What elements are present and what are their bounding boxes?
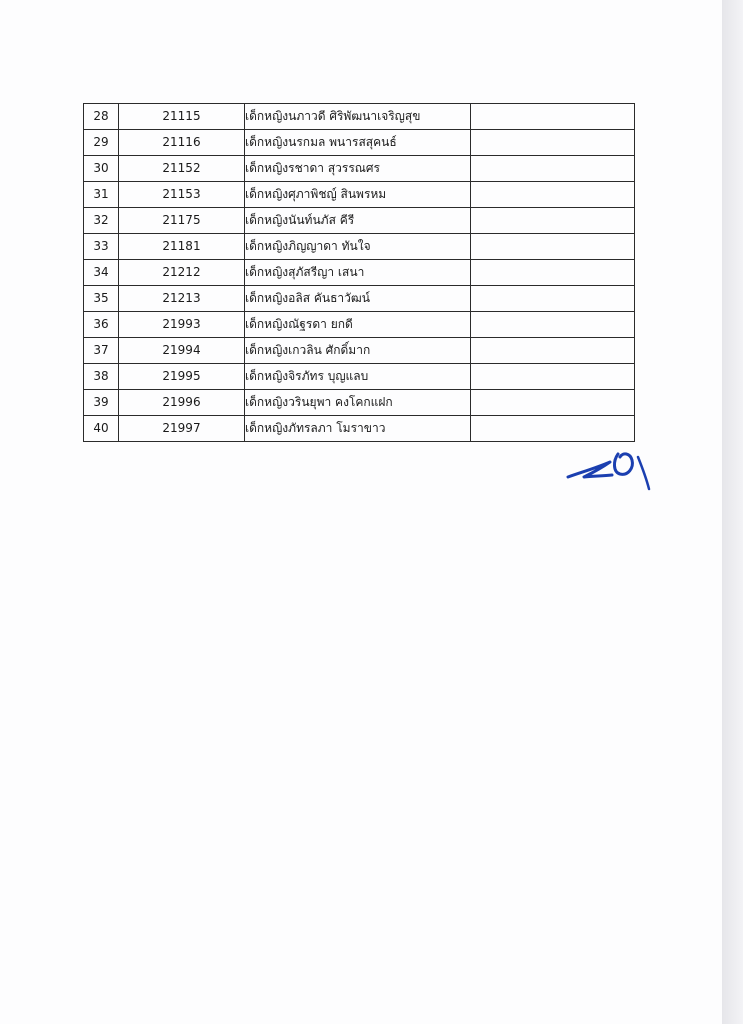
row-number-cell: 29 xyxy=(84,130,119,156)
student-name-cell: เด็กหญิงรชาดา สุวรรณศร xyxy=(245,156,471,182)
row-number-cell: 28 xyxy=(84,104,119,130)
table-row xyxy=(84,260,635,286)
row-number-cell: 31 xyxy=(84,182,119,208)
row-number-cell: 36 xyxy=(84,312,119,338)
table-row xyxy=(84,130,635,156)
student-name-cell: เด็กหญิงภัทรลภา โมราขาว xyxy=(245,416,471,442)
signature-cell xyxy=(471,312,635,338)
student-name-cell: เด็กหญิงนันท์นภัส คีรี xyxy=(245,208,471,234)
student-roster-table xyxy=(83,103,635,442)
student-id-cell: 21994 xyxy=(119,338,245,364)
row-number-cell: 33 xyxy=(84,234,119,260)
table-row xyxy=(84,104,635,130)
row-number-cell: 32 xyxy=(84,208,119,234)
signature-cell xyxy=(471,234,635,260)
row-number-cell: 37 xyxy=(84,338,119,364)
signature-cell xyxy=(471,104,635,130)
student-id-cell: 21116 xyxy=(119,130,245,156)
student-name-cell: เด็กหญิงณัฐรดา ยกดี xyxy=(245,312,471,338)
student-name-cell: เด็กหญิงจิรภัทร บุญแลบ xyxy=(245,364,471,390)
student-id-cell: 21175 xyxy=(119,208,245,234)
student-name-cell: เด็กหญิงศุภาพิชญ์ สินพรหม xyxy=(245,182,471,208)
student-id-cell: 21115 xyxy=(119,104,245,130)
signature-cell xyxy=(471,156,635,182)
table-row xyxy=(84,416,635,442)
signature-cell xyxy=(471,208,635,234)
signature-cell xyxy=(471,338,635,364)
student-id-cell: 21152 xyxy=(119,156,245,182)
student-id-cell: 21993 xyxy=(119,312,245,338)
table-row xyxy=(84,234,635,260)
signature-cell xyxy=(471,286,635,312)
student-name-cell: เด็กหญิงอลิส คันธาวัฒน์ xyxy=(245,286,471,312)
student-id-cell: 21181 xyxy=(119,234,245,260)
roster-table-body xyxy=(84,104,635,442)
student-id-cell: 21212 xyxy=(119,260,245,286)
student-id-cell: 21995 xyxy=(119,364,245,390)
student-name-cell: เด็กหญิงภิญญาดา ทันใจ xyxy=(245,234,471,260)
row-number-cell: 35 xyxy=(84,286,119,312)
table-row xyxy=(84,208,635,234)
table-row xyxy=(84,156,635,182)
row-number-cell: 30 xyxy=(84,156,119,182)
table-row xyxy=(84,312,635,338)
student-id-cell: 21153 xyxy=(119,182,245,208)
signature-cell xyxy=(471,260,635,286)
table-row xyxy=(84,338,635,364)
student-id-cell: 21997 xyxy=(119,416,245,442)
row-number-cell: 40 xyxy=(84,416,119,442)
table-row xyxy=(84,182,635,208)
signature-cell xyxy=(471,390,635,416)
table-row xyxy=(84,390,635,416)
student-name-cell: เด็กหญิงนรกมล พนารสสุคนธ์ xyxy=(245,130,471,156)
student-name-cell: เด็กหญิงวรินยุพา คงโคกแฝก xyxy=(245,390,471,416)
student-id-cell: 21996 xyxy=(119,390,245,416)
page-edge-shadow xyxy=(722,0,743,1024)
row-number-cell: 39 xyxy=(84,390,119,416)
signature-cell xyxy=(471,182,635,208)
student-name-cell: เด็กหญิงสุภัสรีญา เสนา xyxy=(245,260,471,286)
table-row xyxy=(84,286,635,312)
student-name-cell: เด็กหญิงเกวลิน ศักดิ์มาก xyxy=(245,338,471,364)
signature-cell xyxy=(471,416,635,442)
row-number-cell: 34 xyxy=(84,260,119,286)
table-row xyxy=(84,364,635,390)
row-number-cell: 38 xyxy=(84,364,119,390)
signature-cell xyxy=(471,364,635,390)
student-name-cell: เด็กหญิงนภาวดี ศิริพัฒนาเจริญสุข xyxy=(245,104,471,130)
student-id-cell: 21213 xyxy=(119,286,245,312)
handwritten-signature xyxy=(562,443,654,495)
signature-cell xyxy=(471,130,635,156)
